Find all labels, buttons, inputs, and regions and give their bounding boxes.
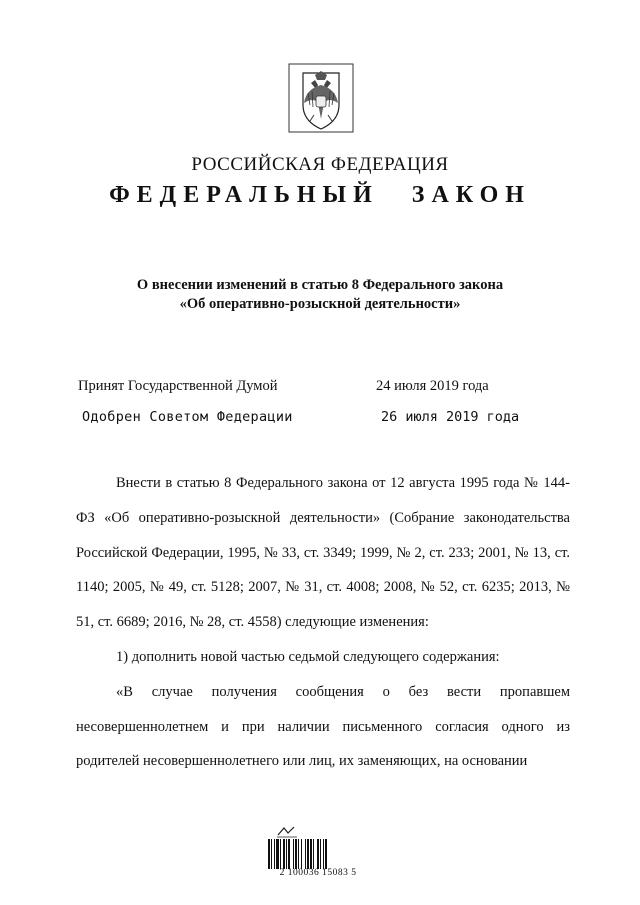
country-heading: РОССИЙСКАЯ ФЕДЕРАЦИЯ — [191, 154, 449, 175]
registry-mark-icon — [274, 825, 300, 839]
law-title — [0, 276, 640, 314]
law-title-line-1: О внесении изменений в статью 8 Федерального закона — [136, 277, 504, 293]
document-barcode — [262, 825, 374, 883]
document-type-heading: ФЕДЕРАЛЬНЫЙ ЗАКОН — [109, 182, 531, 208]
approved-date: 26 июля 2019 года — [381, 409, 520, 425]
adopted-date: 24 июля 2019 года — [376, 378, 489, 394]
barcode-icon — [268, 839, 368, 869]
law-body — [76, 466, 570, 779]
adopted-label: Принят Государственной Думой — [78, 378, 278, 394]
body-paragraph-1: Внести в статью 8 Федерального закона от 12 августа 1995 года № 144-ФЗ «Об оперативно-розыскной деятельности» (Собрание законодательства Российской Федерации, 1995, № 33, ст. 3349; 1999, № 2, ст. 233; 2001, № 13, ст. 1140; 2005, № 49, ст. 5128; 2007, № 31, ст. 4008; 2008, № 52, ст. 6235; 2013, № 51, ст. 6689; 2016, № 28, ст. 4558) следующие изменения: — [76, 475, 570, 631]
barcode-number: 2 100036 15083 5 — [279, 868, 357, 878]
coat-of-arms-icon — [288, 63, 354, 133]
body-paragraph-3: «В случае получения сообщения о без вести пропавшем несовершеннолетнем и при наличии письменного согласия одного из родителей несовершеннолетнего или лиц, их заменяющих, на основании — [76, 683, 570, 770]
body-paragraph-2: 1) дополнить новой частью седьмой следующего содержания: — [116, 648, 500, 665]
approved-label: Одобрен Советом Федерации — [82, 409, 293, 425]
law-title-line-2: «Об оперативно-розыскной деятельности» — [179, 296, 461, 312]
